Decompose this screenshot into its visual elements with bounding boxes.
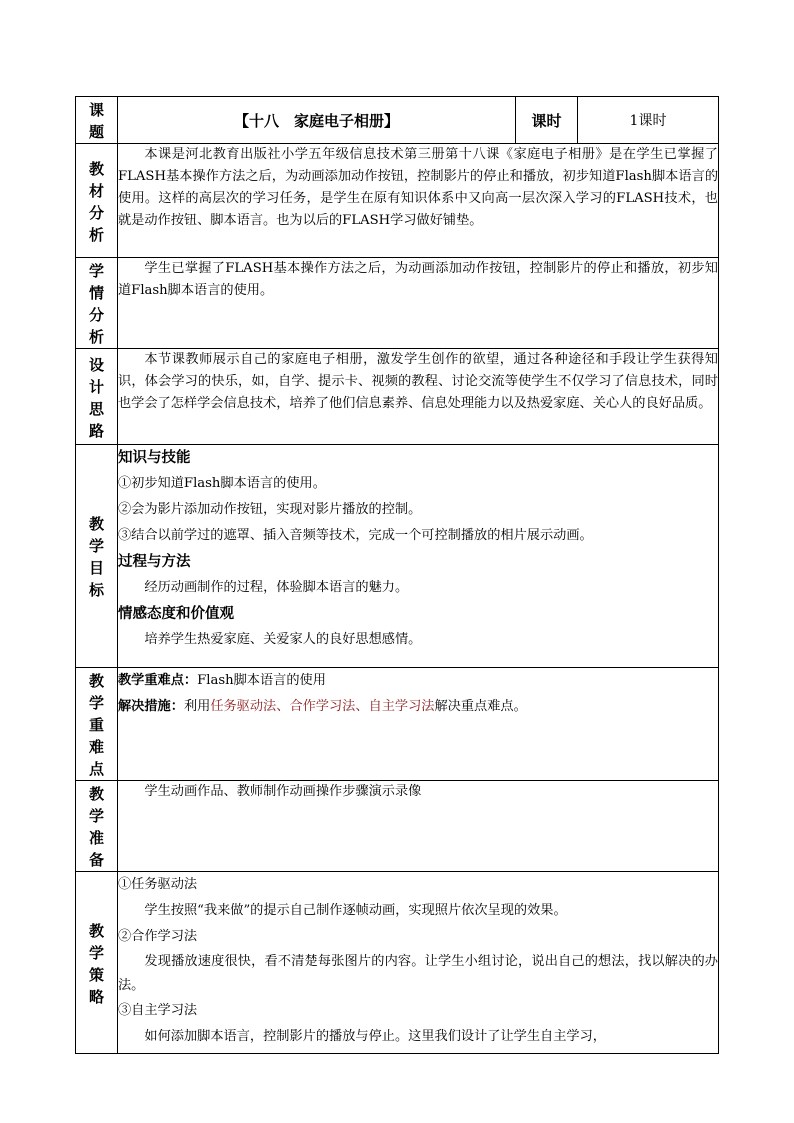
preparation-row bbox=[76, 781, 719, 872]
keypoint-line bbox=[118, 668, 718, 694]
method-cooperative: 合作学习法 bbox=[289, 699, 356, 714]
keypoint-text: Flash脚本语言的使用 bbox=[197, 673, 326, 688]
process-title: 过程与方法 bbox=[118, 553, 191, 570]
keypoints-row bbox=[76, 668, 719, 781]
material-label-cell bbox=[76, 144, 118, 258]
preparation-text: 学生动画作品、教师制作动画操作步骤演示录像 bbox=[118, 781, 719, 872]
knowledge-item-1: ①初步知道Flash脚本语言的使用。 bbox=[118, 476, 326, 491]
process-text: 经历动画制作的过程，体验脚本语言的魅力。 bbox=[144, 580, 409, 595]
strategy-label: 教学策略 bbox=[88, 921, 104, 1006]
students-text: 学生已掌握了FLASH基本操作方法之后，为动画添加动作按钮，控制影片的停止和播放，初步知道Flash脚本语言的使用。 bbox=[118, 258, 719, 349]
measure-line bbox=[118, 694, 718, 720]
header-row bbox=[76, 97, 719, 144]
method-task-driven: 任务驱动法 bbox=[210, 699, 277, 714]
measure-suffix: 解决重点难点。 bbox=[434, 699, 527, 714]
lesson-plan-table bbox=[75, 96, 719, 1054]
keypoint-label: 教学重难点： bbox=[118, 673, 198, 688]
emotion-title: 情感态度和价值观 bbox=[118, 605, 234, 622]
strategy-row bbox=[76, 872, 719, 1054]
strategy-2-title: ②合作学习法 bbox=[118, 929, 198, 944]
strategy-label-cell bbox=[76, 872, 118, 1054]
preparation-label-cell bbox=[76, 781, 118, 872]
design-label: 设计思路 bbox=[88, 355, 104, 440]
preparation-label: 教学准备 bbox=[88, 785, 104, 869]
material-row bbox=[76, 144, 719, 258]
measure-prefix: 利用 bbox=[183, 699, 211, 714]
design-row bbox=[76, 349, 719, 445]
lesson-title: 【十八 家庭电子相册】 bbox=[118, 97, 516, 144]
goals-row bbox=[76, 445, 719, 668]
students-label: 学情分析 bbox=[88, 262, 104, 346]
topic-label: 课题 bbox=[88, 101, 104, 141]
strategy-content bbox=[118, 872, 719, 1054]
students-row bbox=[76, 258, 719, 349]
strategy-1-title: ①任务驱动法 bbox=[118, 877, 198, 892]
goals-label: 教学目标 bbox=[88, 515, 104, 599]
knowledge-item-2: ②会为影片添加动作按钮，实现对影片播放的控制。 bbox=[118, 502, 422, 517]
design-text: 本节课教师展示自己的家庭电子相册，激发学生创作的欲望，通过各种途径和手段让学生获得知识，体会学习的快乐，如，自学、提示卡、视频的教程、讨论交流等使学生不仅学习了信息技术，同时也学会了怎样学会信息技术，培养了他们信息素养、信息处理能力以及热爱家庭、关心人的良好品质。 bbox=[118, 349, 719, 445]
students-label-cell bbox=[76, 258, 118, 349]
knowledge-item-3: ③结合以前学过的遮罩、插入音频等技术，完成一个可控制播放的相片展示动画。 bbox=[118, 528, 593, 543]
method-self-study: 自主学习法 bbox=[368, 699, 435, 714]
design-label-cell bbox=[76, 349, 118, 445]
goals-label-cell bbox=[76, 445, 118, 668]
strategy-3-title: ③自主学习法 bbox=[118, 1003, 198, 1018]
keypoints-content bbox=[118, 668, 719, 781]
keypoints-label-cell bbox=[76, 668, 118, 781]
strategy-1-text: 学生按照“我来做”的提示自己制作逐帧动画，实现照片依次呈现的效果。 bbox=[144, 903, 567, 918]
material-label: 教材分析 bbox=[88, 159, 104, 244]
topic-label-cell bbox=[76, 97, 118, 144]
method-sep-1: 、 bbox=[276, 699, 290, 714]
strategy-2-text: 发现播放速度很快，看不清楚每张图片的内容。让学生小组讨论，说出自己的想法，找以解决的办法。 bbox=[118, 954, 718, 993]
emotion-text: 培养学生热爱家庭、关爱家人的良好思想感情。 bbox=[144, 632, 422, 647]
material-text: 本课是河北教育出版社小学五年级信息技术第三册第十八课《家庭电子相册》是在学生已掌握了FLASH基本操作方法之后，为动画添加动作按钮，控制影片的停止和播放，初步知道Flash脚本语言的使用。这样的高层次的学习任务，是学生在原有知识体系中又向高一层次深入学习的FLASH技术，也就是动作按钮、脚本语言。也为以后的FLASH学习做好铺垫。 bbox=[118, 144, 719, 258]
goals-content bbox=[118, 445, 719, 668]
strategy-3-text: 如何添加脚本语言，控制影片的播放与停止。这里我们设计了让学生自主学习， bbox=[144, 1029, 606, 1044]
measure-label: 解决措施： bbox=[118, 699, 184, 714]
period-label: 课时 bbox=[516, 97, 578, 144]
knowledge-title: 知识与技能 bbox=[118, 449, 191, 466]
period-value: 1课时 bbox=[578, 97, 719, 144]
method-sep-2: 、 bbox=[355, 699, 369, 714]
keypoints-label: 教学重难点 bbox=[88, 672, 104, 778]
